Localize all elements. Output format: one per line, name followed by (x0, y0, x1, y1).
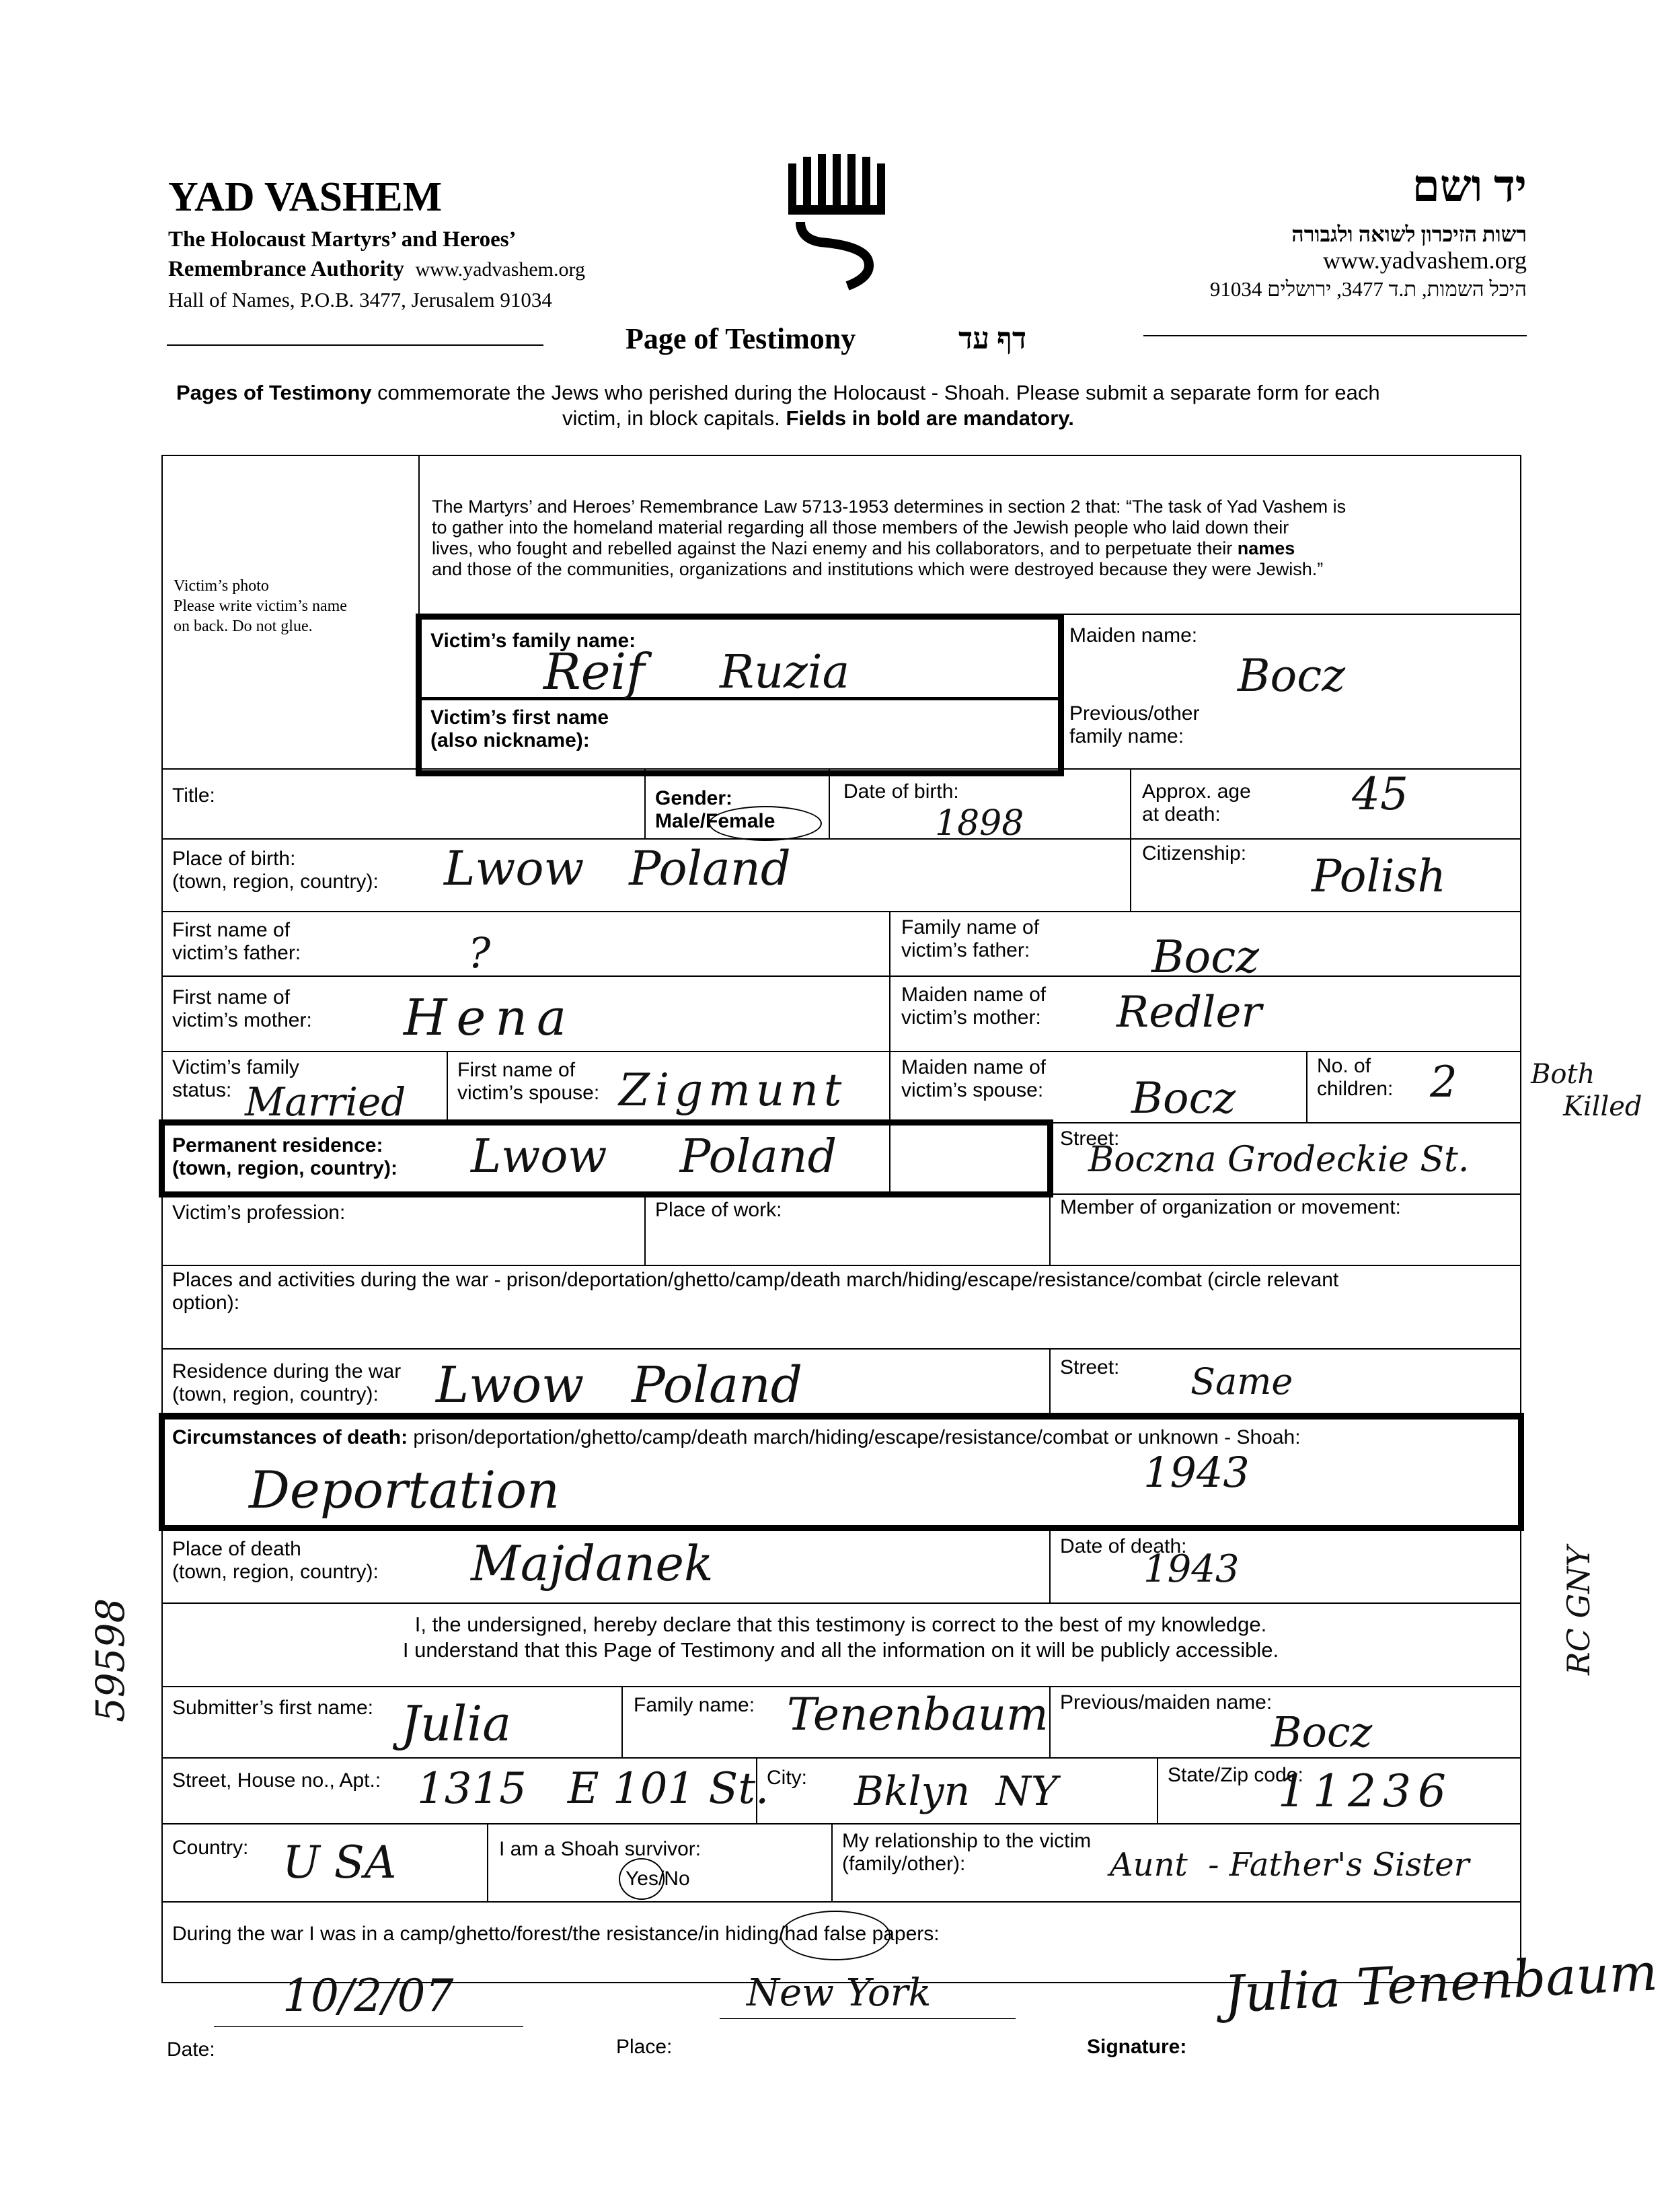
label-res-war-2: (town, region, country): (172, 1383, 379, 1405)
label-relation-2: (family/other): (842, 1853, 966, 1875)
declaration-line-2: I understand that this Page of Testimony and all the information on it will be publicly accessible. (402, 1638, 1279, 1662)
hw-place-of-death: Majdanek (471, 1535, 714, 1592)
label-father-first (172, 919, 301, 965)
hebrew-address: היכל השמות, ת.ד 3477, ירושלים 91034 (1209, 277, 1527, 301)
label-maiden-name: Maiden name: (1069, 624, 1198, 647)
header-rule-left (167, 344, 543, 346)
hw-father-family: Bocz (1151, 931, 1259, 983)
label-title: Title: (172, 784, 215, 807)
label-pod-2: (town, region, country): (172, 1561, 379, 1583)
hw-spouse-first: Zigmunt (619, 1064, 847, 1116)
declaration (161, 1612, 1520, 1663)
hw-place-of-birth: Lwow Poland (444, 841, 791, 896)
label-place: Place: (616, 2036, 673, 2058)
hw-children-note-1: Both (1531, 1059, 1595, 1090)
label-places-1: Places and activities during the war - prison/deportation/ghetto/camp/death march/hiding/escape/resistance/combat (circle relevant (172, 1269, 1339, 1291)
label-prev-family (1069, 702, 1199, 748)
org-authority-line (168, 257, 585, 282)
label-father-family-1: Family name of (901, 916, 1040, 938)
survivor-yes-circle (619, 1858, 665, 1900)
label-place-of-death (172, 1538, 379, 1584)
label-first-name (430, 706, 609, 752)
hw-children-note-2: Killed (1563, 1091, 1642, 1122)
photo-instructions (174, 576, 347, 636)
label-perm-res-2: (town, region, country): (172, 1157, 397, 1179)
hw-submitter-prev: Bocz (1271, 1707, 1373, 1757)
label-gender-2: Male/Female (655, 810, 775, 832)
hw-first-name: Ruzia (720, 646, 850, 699)
label-age-2: at death: (1142, 803, 1221, 825)
hw-submitter-street: 1315 E 101 St. (417, 1764, 769, 1814)
hw-perm-street: Boczna Grodeckie St. (1088, 1140, 1470, 1180)
label-res-war-1: Residence during the war (172, 1360, 402, 1382)
label-spouse-maiden-1: Maiden name of (901, 1056, 1047, 1078)
hw-side-code: RC GNY (1560, 1546, 1597, 1675)
hw-family-name: Reif (543, 643, 645, 701)
label-submitter-state: State/Zip code: (1168, 1764, 1303, 1786)
label-pob-2: (town, region, country): (172, 871, 379, 893)
label-circ-bold: Circumstances of death: (172, 1426, 408, 1448)
label-relationship (842, 1830, 1091, 1876)
hebrew-url: www.yadvashem.org (1323, 247, 1527, 274)
label-first-name-1: Victim’s first name (430, 706, 609, 729)
label-father-family-2: victim’s father: (901, 939, 1030, 961)
hw-perm-residence: Lwow Poland (471, 1130, 837, 1183)
label-citizenship: Citizenship: (1142, 842, 1247, 864)
label-places-activities (172, 1269, 1338, 1315)
label-survivor: I am a Shoah survivor: (499, 1838, 702, 1860)
header-rule-right (1143, 335, 1527, 336)
hw-relationship: Aunt - Father's Sister (1110, 1846, 1470, 1884)
hebrew-subtitle: רשות הזיכרון לשואה ולגבורה (1291, 222, 1527, 246)
label-submitter-prev: Previous/maiden name: (1060, 1691, 1273, 1713)
hw-date: 10/2/07 (282, 1970, 454, 2022)
label-family-name: Victim’s family name: (430, 630, 636, 652)
photo-line-1: Victim’s photo (174, 577, 269, 595)
label-place-of-work: Place of work: (655, 1199, 782, 1221)
label-date-of-death: Date of death: (1060, 1535, 1187, 1557)
label-street: Street: (1060, 1128, 1120, 1150)
hw-dob: 1898 (935, 803, 1024, 844)
law-line-4: and those of the communities, organizations and institutions which were destroyed because they were Jewish.” (432, 559, 1324, 579)
form-title: Page of Testimony (626, 322, 856, 355)
label-children (1317, 1055, 1393, 1101)
date-line (214, 2026, 523, 2027)
hw-father-first: ? (468, 928, 491, 978)
org-url: www.yadvashem.org (415, 258, 585, 281)
intro-bold: Pages of Testimony (176, 381, 372, 404)
hw-submitter-family: Tenenbaum (787, 1689, 1049, 1740)
intro-line-2 (562, 406, 1074, 431)
label-children-2: children: (1317, 1078, 1394, 1100)
intro-line-1 (176, 381, 1380, 405)
hw-circumstances: Deportation (249, 1460, 560, 1520)
label-during-war: During the war I was in a camp/ghetto/forest/the resistance/in hiding/had false papers: (172, 1923, 940, 1945)
label-family-status-2: status: (172, 1079, 232, 1101)
hw-date-of-death: 1943 (1143, 1547, 1240, 1591)
hw-submitter-first: Julia (401, 1695, 512, 1752)
intro-mandatory: Fields in bold are mandatory. (786, 406, 1074, 430)
hw-mother-first: Hena (404, 989, 576, 1047)
law-names: names (1232, 538, 1295, 558)
declaration-line-1: I, the undersigned, hereby declare that this testimony is correct to the best of my knowledge. (414, 1613, 1267, 1636)
label-submitter-street: Street, House no., Apt.: (172, 1769, 381, 1792)
label-circumstances (172, 1426, 1301, 1449)
label-father-family (901, 916, 1039, 962)
label-pod-1: Place of death (172, 1538, 301, 1560)
label-submitter-country: Country: (172, 1837, 249, 1859)
hw-children: 2 (1430, 1058, 1457, 1107)
label-dob: Date of birth: (843, 780, 959, 803)
law-line-2: to gather into the homeland material regarding all those members of the Jewish people who laid down their (432, 517, 1289, 538)
label-date: Date: (167, 2038, 215, 2061)
hw-family-status: Married (245, 1079, 406, 1125)
label-children-1: No. of (1317, 1055, 1371, 1077)
hw-submitter-zip: 11236 (1278, 1765, 1453, 1817)
label-mother-maiden (901, 984, 1046, 1029)
hw-residence-war-street: Same (1190, 1360, 1293, 1403)
label-profession: Victim’s profession: (172, 1202, 346, 1224)
intro-text-2: victim, in block capitals. (562, 406, 786, 430)
label-spouse-first-1: First name of (457, 1059, 576, 1081)
label-age (1142, 780, 1251, 826)
label-residence-war (172, 1360, 401, 1406)
label-perm-res-1: Permanent residence: (172, 1134, 383, 1156)
hw-mother-maiden: Redler (1116, 988, 1262, 1037)
hw-side-number: 59598 (87, 1598, 133, 1722)
hw-age: 45 (1352, 768, 1408, 820)
label-father-first-2: victim’s father: (172, 942, 301, 964)
label-relation-1: My relationship to the victim (842, 1830, 1092, 1852)
label-father-first-1: First name of (172, 919, 291, 941)
label-mother-first-1: First name of (172, 986, 291, 1008)
label-spouse-maiden-2: victim’s spouse: (901, 1079, 1044, 1101)
org-subtitle: The Holocaust Martyrs’ and Heroes’ (168, 227, 517, 252)
photo-line-2: Please write victim’s name (174, 597, 347, 615)
place-line (720, 2018, 1016, 2019)
hebrew-org-name: יד ושם (1412, 162, 1527, 211)
label-submitter-first: Submitter’s first name: (172, 1697, 373, 1719)
photo-line-3: on back. Do not glue. (174, 618, 313, 635)
org-address: Hall of Names, P.O.B. 3477, Jerusalem 91034 (168, 288, 552, 311)
hw-submitter-city: Bklyn NY (854, 1768, 1058, 1815)
label-survivor-yesno: Yes/No (626, 1868, 690, 1890)
hw-circumstances-year: 1943 (1143, 1448, 1250, 1497)
gender-female-circle (709, 806, 822, 841)
label-spouse-first-2: victim’s spouse: (457, 1082, 600, 1104)
hw-spouse-maiden: Bocz (1131, 1074, 1236, 1123)
hw-place: New York (747, 1971, 932, 2015)
label-prev-family-1: Previous/other (1069, 702, 1200, 725)
org-name: YAD VASHEM (168, 174, 443, 220)
label-circ-rest: prison/deportation/ghetto/camp/death march/hiding/escape/resistance/combat or unknown - Shoah: (408, 1426, 1301, 1448)
label-submitter-city: City: (767, 1767, 807, 1789)
hw-residence-war: Lwow Poland (436, 1356, 803, 1414)
label-places-2: option): (172, 1292, 240, 1314)
label-mother-maiden-2: victim’s mother: (901, 1006, 1041, 1029)
in-hiding-circle (780, 1911, 890, 1960)
hw-maiden-name: Bocz (1238, 650, 1345, 702)
org-authority: Remembrance Authority (168, 257, 405, 281)
hw-submitter-country: U SA (282, 1837, 397, 1888)
label-pob-1: Place of birth: (172, 848, 296, 870)
label-street-war: Street: (1060, 1356, 1120, 1378)
yad-vashem-logo-icon (773, 151, 901, 293)
hw-citizenship: Polish (1312, 850, 1447, 902)
label-first-name-2: (also nickname): (430, 729, 590, 751)
label-spouse-maiden (901, 1056, 1046, 1102)
label-spouse-first (457, 1059, 599, 1105)
label-pob (172, 848, 379, 893)
label-family-status-1: Victim’s family (172, 1056, 299, 1078)
law-text (432, 496, 1346, 580)
label-submitter-family: Family name: (634, 1694, 755, 1716)
label-member: Member of organization or movement: (1060, 1196, 1401, 1218)
label-age-1: Approx. age (1142, 780, 1251, 803)
law-line-1: The Martyrs’ and Heroes’ Remembrance Law 5713-1953 determines in section 2 that: “The task of Yad Vashem is (432, 496, 1347, 517)
hw-signature: Julia Tenenbaum (1222, 1942, 1659, 2024)
label-perm-residence (172, 1134, 397, 1180)
law-line-3: lives, who fought and rebelled against the Nazi enemy and his collaborators, and to perpetuate their (432, 538, 1233, 558)
intro-text-1: commemorate the Jews who perished during the Holocaust - Shoah. Please submit a separate form for each (371, 381, 1380, 404)
label-gender-1: Gender: (655, 787, 733, 809)
label-signature: Signature: (1087, 2036, 1187, 2058)
label-mother-first-2: victim’s mother: (172, 1009, 312, 1031)
label-mother-first (172, 986, 312, 1032)
label-prev-family-2: family name: (1069, 725, 1184, 747)
label-mother-maiden-1: Maiden name of (901, 984, 1047, 1006)
form-title-hebrew: דף עד (958, 322, 1027, 355)
